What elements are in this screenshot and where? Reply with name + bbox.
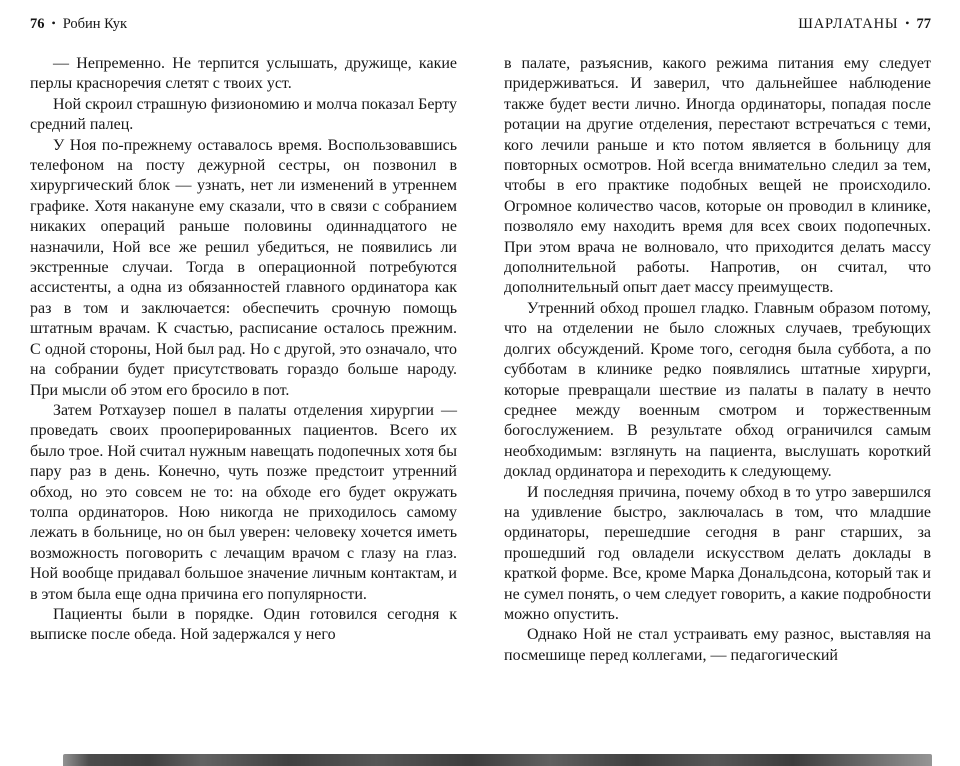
page-number-left: 76	[30, 16, 45, 32]
paragraph: Пациенты были в порядке. Один готовился сегодня к выписке после обеда. Ной задержался у него	[30, 605, 457, 644]
page-header-left	[30, 16, 457, 33]
book-bottom-page-edge	[63, 754, 932, 766]
paragraph: И последняя причина, почему обход в то утро завершился на удивление быстро, заключалась в том, что младшие ординаторы, перешедшие сегодня в ранг старших, за прошедший год овладели искусством делать доклады в краткой форме. Все, кроме Марка Дональдсона, который так и не сумел понять, о чем следует говорить, а какие подробности можно опустить.	[504, 483, 931, 623]
paragraph: Однако Ной не стал устраивать ему разнос, выставляя на посмешище перед коллегами, — педагогический	[504, 626, 931, 664]
paragraph: Затем Ротхаузер пошел в палаты отделения хирургии — проведать своих прооперированных пациентов. Всего их было трое. Ной считал нужным навещать подопечных хотя бы пару раз в день. Конечно, чуть позже предстоит утренний обход, но это совсем не то: на обходе его будет окружать толпа ординаторов. Ною никогда не приходилось самому лежать в больнице, но он был уверен: человеку хочется иметь возможность поговорить с лечащим врачом с глазу на глаз. Ной вообще придавал большое значение личным контактам, и в этом была еще одна причина его популярности.	[30, 401, 457, 603]
paragraph: в палате, разъяснив, какого режима питания ему следует придерживаться. И заверил, что дальнейшее наблюдение также будет вести лично. Иногда ординаторы, попадая после ротации на другие отделения, перестают встречаться с теми, кого лечили раньше и кто потом является в больницу для повторных осмотров. Ной всегда внимательно следил за тем, чтобы в его практике подобных вещей не происходило. Огромное количество часов, которые он проводил в клинике, позволяло ему находить время для всех своих подопечных. При этом врача не волновало, что приходится делать массу дополнительной работы. Напротив, он считал, что дополнительный опыт дает массу преимуществ.	[504, 55, 931, 297]
header-separator: •	[51, 16, 56, 30]
paragraph: Утренний обход прошел гладко. Главным образом потому, что на отделении не было сложных случаев, требующих долгих обсуждений. Кроме того, сегодня была суббота, а по субботам в клинике редко появлялись штатные хирурги, которые превращали шествие из палаты в палату в нечто среднее между военным смотром и торжественным богослужением. В результате обход ограничился самым необходимым: взглянуть на пациента, выслушать короткий доклад ординатора и переходить к следующему.	[504, 299, 931, 481]
running-title-book: ШАРЛАТАНЫ	[798, 16, 899, 32]
page-right	[504, 16, 931, 666]
page-body-left	[30, 54, 457, 646]
paragraph: — Непременно. Не терпится услышать, дружище, какие перлы красноречия слетят с твоих уст.	[30, 55, 457, 93]
page-body-right	[504, 54, 931, 666]
page-header-right	[504, 16, 931, 33]
header-separator: •	[905, 16, 910, 30]
running-title-author: Робин Кук	[62, 16, 128, 32]
page-number-right: 77	[916, 16, 931, 32]
paragraph: Ной скроил страшную физиономию и молча показал Берту средний палец.	[30, 95, 457, 134]
page-left	[30, 16, 457, 666]
paragraph: У Ноя по-прежнему оставалось время. Воспользовавшись телефоном на посту дежурной сестры, он позвонил в хирургический блок — узнать, нет ли изменений в утреннем графике. Хотя накануне ему сказали, что в связи с собранием никаких операций раньше половины одиннадцатого не назначили, Ной все же решил убедиться, не появились ли экстренные случаи. Тогда в операционной потребуются ассистенты, а одна из обязанностей главного ординатора как раз в том и заключается: обеспечить срочную помощь штатным врачам. К счастью, расписание осталось прежним. С одной стороны, Ной был рад. Но с другой, это означало, что на собрании будет присутствовать гораздо больше народу. При мысли об этом его бросило в пот.	[30, 136, 457, 399]
